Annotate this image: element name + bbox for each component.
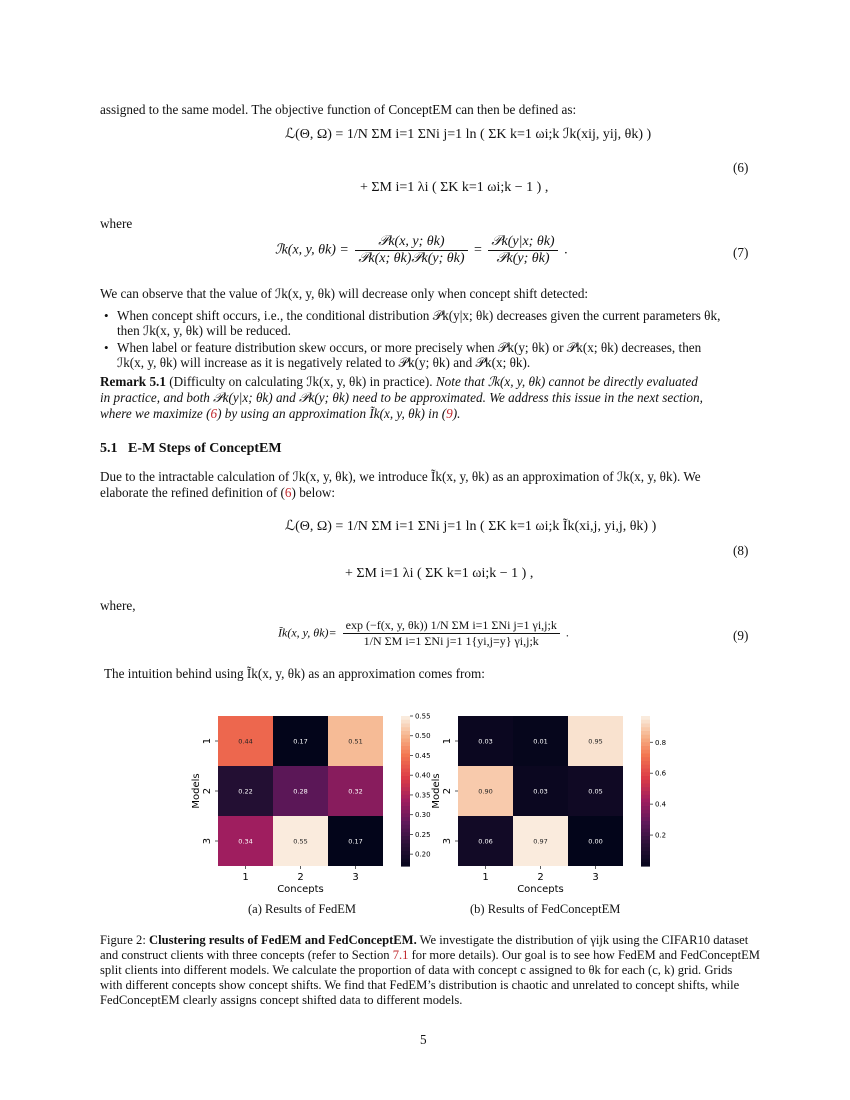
colorbar-segment: [641, 761, 650, 765]
colorbar-segment: [641, 769, 650, 773]
eq7-frac2-denominator: 𝒫k(y; θk): [496, 251, 550, 266]
heatmap-cell-label: 0.01: [533, 737, 548, 746]
remark-title: (Difficulty on calculating ℐk(x, y, θk) in practice).: [169, 374, 433, 389]
x-tick-label: 3: [592, 872, 599, 883]
colorbar-tick-label: 0.40: [415, 771, 431, 780]
colorbar-segment: [401, 746, 410, 750]
colorbar-segment: [641, 787, 650, 791]
colorbar-segment: [401, 859, 410, 863]
colorbar-segment: [401, 757, 410, 761]
heatmap-cell-label: 0.55: [293, 837, 308, 846]
heatmap-cell-label: 0.28: [293, 787, 308, 796]
eq9-reference-link[interactable]: 9: [446, 406, 453, 421]
heatmap-fedconceptem-svg: [428, 710, 668, 900]
bullet-dot-1: •: [104, 308, 109, 323]
eq9-tail: .: [565, 625, 569, 640]
bullet-dot-2: •: [104, 340, 109, 355]
intro-line: assigned to the same model. The objective function of ConceptEM can then be defined as:: [100, 102, 577, 117]
eq7-frac2-numerator: 𝒫k(y|x; θk): [488, 234, 557, 251]
colorbar-segment: [641, 716, 650, 720]
colorbar-segment: [641, 776, 650, 780]
figure-label: Figure 2:: [100, 933, 146, 947]
eq9-lhs: Ĩk(x, y, θk)=: [278, 625, 337, 640]
colorbar-segment: [401, 739, 410, 743]
colorbar-segment: [401, 731, 410, 735]
equation-6: [285, 126, 651, 143]
x-axis-label: Concepts: [277, 884, 324, 895]
remark-line3-a: where we maximize (: [100, 406, 211, 421]
colorbar-segment: [401, 727, 410, 731]
colorbar-segment: [641, 795, 650, 799]
y-tick-label: 3: [442, 837, 453, 845]
x-tick-label: 1: [482, 872, 489, 883]
colorbar-segment: [641, 784, 650, 788]
colorbar-segment: [401, 840, 410, 844]
colorbar-segment: [641, 817, 650, 821]
eq6-reference-link-2[interactable]: 6: [284, 485, 292, 500]
colorbar-segment: [641, 859, 650, 863]
x-axis-label: Concepts: [517, 884, 564, 895]
figure-title: Clustering results of FedEM and FedConceptEM.: [148, 933, 417, 947]
eq6-line2: + ΣM i=1 λi ( ΣK k=1 ωi;k − 1 ) ,: [360, 180, 549, 195]
heatmap-fedconceptem: [428, 710, 668, 900]
heatmap-cell-label: 0.44: [238, 737, 253, 746]
heatmap-cell-label: 0.17: [293, 737, 308, 746]
remark-line3: [100, 406, 460, 422]
colorbar-segment: [641, 739, 650, 743]
colorbar-segment: [401, 821, 410, 825]
eq8-lhs: ℒ(Θ, Ω) =: [285, 519, 344, 534]
colorbar-segment: [401, 724, 410, 728]
heatmap-cell-label: 0.51: [348, 737, 363, 746]
colorbar-segment: [401, 780, 410, 784]
eq7-number: (7): [733, 245, 749, 260]
section-number: 5.1: [100, 441, 118, 456]
colorbar-segment: [401, 825, 410, 829]
colorbar-segment: [641, 851, 650, 855]
colorbar-segment: [401, 791, 410, 795]
colorbar-segment: [641, 802, 650, 806]
colorbar-segment: [401, 761, 410, 765]
colorbar-segment: [401, 810, 410, 814]
colorbar-segment: [641, 750, 650, 754]
eq6-lhs: ℒ(Θ, Ω) =: [285, 127, 344, 142]
colorbar-segment: [641, 844, 650, 848]
colorbar-tick-label: 0.2: [655, 831, 667, 840]
heatmap-cell-label: 0.05: [588, 787, 603, 796]
colorbar-segment: [401, 720, 410, 724]
section-title: E-M Steps of ConceptEM: [128, 441, 282, 456]
bullet-1-line1: When concept shift occurs, i.e., the conditional distribution 𝒫k(y|x; θk) decreases given the current parameters θk,: [117, 308, 721, 323]
page-number: 5: [420, 1032, 427, 1047]
colorbar-segment: [641, 814, 650, 818]
eq9-fraction: [343, 618, 560, 649]
eq7-fraction-2: [488, 234, 557, 267]
colorbar-segment: [401, 847, 410, 851]
heatmap-cell-label: 0.03: [478, 737, 493, 746]
colorbar-segment: [641, 731, 650, 735]
colorbar-segment: [401, 814, 410, 818]
where-label-2: where,: [100, 598, 136, 613]
eq6-reference-link[interactable]: 6: [210, 406, 218, 421]
y-tick-label: 1: [442, 737, 453, 745]
eq6-line1: 1/N ΣM i=1 ΣNi j=1 ln ( ΣK k=1 ωi;k ℐk(xij, yij, θk) ): [346, 127, 652, 142]
colorbar-segment: [641, 862, 650, 866]
colorbar-segment: [401, 832, 410, 836]
section-para-line1: Due to the intractable calculation of ℐk(x, y, θk), we introduce Ĩk(x, y, θk) as an approximation of ℐk(x, y, θk). We: [100, 469, 701, 484]
section-para-line2-b: ) below:: [291, 485, 336, 500]
colorbar-segment: [401, 862, 410, 866]
colorbar-segment: [401, 802, 410, 806]
equation-8: [285, 518, 656, 535]
remark-line3-b: ) by using an approximation Ĩk(x, y, θk) in (: [217, 406, 447, 421]
colorbar-segment: [401, 851, 410, 855]
y-axis-label: Models: [191, 773, 202, 809]
colorbar-segment: [641, 735, 650, 739]
heatmap-cell-label: 0.32: [348, 787, 363, 796]
colorbar-segment: [401, 742, 410, 746]
eq7-frac1-numerator: 𝒫k(x, y; θk): [355, 234, 467, 251]
remark-line1-rest: Note that ℐk(x, y, θk) cannot be directly evaluated: [435, 374, 698, 389]
colorbar-segment: [401, 769, 410, 773]
y-axis-label: Models: [431, 773, 442, 809]
colorbar-segment: [401, 735, 410, 739]
colorbar-tick-label: 0.6: [655, 769, 667, 778]
colorbar-segment: [641, 754, 650, 758]
colorbar-segment: [641, 757, 650, 761]
intuition-line: The intuition behind using Ĩk(x, y, θk) as an approximation comes from:: [104, 666, 485, 681]
colorbar-segment: [401, 806, 410, 810]
colorbar-segment: [641, 724, 650, 728]
y-tick-label: 1: [202, 737, 213, 745]
figure-caption-line4: with different concepts show concept shifts. We find that FedEM’s distribution is chaotic and unrelated to concept shifts, while: [100, 978, 740, 992]
colorbar-segment: [641, 855, 650, 859]
x-tick-label: 1: [242, 872, 249, 883]
heatmap-cell-label: 0.95: [588, 737, 603, 746]
section-para-line2-a: elaborate the refined definition of (: [100, 485, 285, 500]
x-tick-label: 2: [537, 872, 544, 883]
eq7-frac1-denominator: 𝒫k(x; θk)𝒫k(y; θk): [358, 251, 465, 266]
eq7-lhs: ℐk(x, y, θk) =: [275, 242, 349, 258]
eq9-denominator: 1/N ΣM i=1 ΣNi j=1 1{yi,j=y} γi,j;k: [363, 634, 539, 648]
figure-caption-line2-b: for more details). Our goal is to see how FedEM and FedConceptEM: [408, 948, 760, 962]
subcaption-a: (a) Results of FedEM: [248, 902, 356, 916]
eq8-line2: + ΣM i=1 λi ( ΣK k=1 ωi;k − 1 ) ,: [345, 566, 534, 581]
colorbar-segment: [401, 716, 410, 720]
colorbar-segment: [641, 810, 650, 814]
x-tick-label: 3: [352, 872, 359, 883]
colorbar-segment: [401, 829, 410, 833]
figure-caption-line2-a: and construct clients with three concepts (refer to Section: [100, 948, 393, 962]
heatmap-cell-label: 0.03: [533, 787, 548, 796]
y-tick-label: 2: [442, 787, 453, 795]
colorbar-segment: [401, 844, 410, 848]
colorbar-segment: [401, 787, 410, 791]
figure-caption-line3: split clients into different models. We calculate the proportion of data with concept c assigned to θk for each (c, k) grid. Grids: [100, 963, 733, 977]
colorbar-segment: [641, 821, 650, 825]
colorbar-segment: [641, 765, 650, 769]
colorbar-tick-label: 0.30: [415, 811, 431, 820]
heatmap-cell-label: 0.22: [238, 787, 253, 796]
figure-caption-line1-rest: We investigate the distribution of γijk using the CIFAR10 dataset: [419, 933, 749, 947]
where-label-1: where: [100, 216, 133, 231]
bullet-1-line2: then ℐk(x, y, θk) will be reduced.: [117, 323, 291, 338]
x-tick-label: 2: [297, 872, 304, 883]
heatmap-cell-label: 0.90: [478, 787, 493, 796]
section-para-line2: [100, 485, 335, 501]
remark-label: Remark 5.1: [100, 374, 166, 389]
eq9-number: (9): [733, 628, 749, 643]
colorbar-tick-label: 0.25: [415, 830, 431, 839]
colorbar-segment: [641, 806, 650, 810]
colorbar-segment: [401, 772, 410, 776]
colorbar-segment: [641, 799, 650, 803]
colorbar-tick-label: 0.20: [415, 850, 431, 859]
eq9-numerator: exp (−f(x, y, θk)) 1/N ΣM i=1 ΣNi j=1 γi,j;k: [343, 618, 560, 634]
eq8-line1: 1/N ΣM i=1 ΣNi j=1 ln ( ΣK k=1 ωi;k Ĩk(xi,j, yi,j, θk) ): [346, 519, 657, 534]
colorbar-tick-label: 0.4: [655, 800, 667, 809]
equation-8-line2: [345, 566, 533, 582]
observe-line: We can observe that the value of ℐk(x, y, θk) will decrease only when concept shift detected:: [100, 286, 589, 301]
subcaption-b: (b) Results of FedConceptEM: [470, 902, 621, 916]
colorbar-segment: [641, 829, 650, 833]
colorbar-segment: [401, 754, 410, 758]
eq7-fraction-1: [355, 234, 467, 267]
y-tick-label: 2: [202, 787, 213, 795]
equation-9: [278, 618, 569, 649]
colorbar-segment: [401, 799, 410, 803]
colorbar-segment: [641, 720, 650, 724]
colorbar-segment: [641, 780, 650, 784]
colorbar-segment: [641, 772, 650, 776]
equation-7: ℐk(x, y, θk) = $\frac{\text{𝒫k(x, y; θk)}}{\text{𝒫k(x; θk)𝒫k(y; θk)}}$ = $\frac{\text{𝒫k(y|x; θk)}}{\text{𝒫k(y; θk)}}$ .: [275, 234, 568, 266]
colorbar-segment: [641, 836, 650, 840]
remark-line1: [100, 374, 698, 390]
heatmap-fedem: [188, 710, 431, 900]
bullet-2-line2: ℐk(x, y, θk) will increase as it is negatively related to 𝒫k(y; θk) and 𝒫k(x; θk).: [117, 355, 531, 370]
colorbar-segment: [401, 776, 410, 780]
colorbar-tick-label: 0.45: [415, 751, 431, 760]
remark-line3-c: ).: [452, 406, 461, 421]
colorbar-tick-label: 0.8: [655, 738, 667, 747]
figure-caption-line2: [100, 947, 760, 963]
y-tick-label: 3: [202, 837, 213, 845]
section-7-1-reference-link[interactable]: 7.1: [392, 948, 409, 962]
colorbar-segment: [641, 746, 650, 750]
heatmap-cell-label: 0.00: [588, 837, 603, 846]
colorbar-segment: [401, 750, 410, 754]
colorbar-segment: [401, 817, 410, 821]
colorbar-segment: [641, 847, 650, 851]
figure-caption-line5: FedConceptEM clearly assigns concept shifted data to different models.: [100, 993, 463, 1007]
remark-line2: in practice, and both 𝒫k(y|x; θk) and 𝒫k(y; θk) need to be approximated. We address this issue in the next section,: [100, 390, 703, 405]
colorbar-segment: [401, 765, 410, 769]
colorbar-segment: [641, 727, 650, 731]
heatmap-cell-label: 0.06: [478, 837, 493, 846]
equation-6-line2: [360, 180, 548, 196]
colorbar-segment: [641, 825, 650, 829]
colorbar-tick-label: 0.50: [415, 732, 431, 741]
colorbar-segment: [401, 795, 410, 799]
colorbar-segment: [401, 784, 410, 788]
colorbar-segment: [641, 742, 650, 746]
section-heading: [100, 441, 282, 457]
figure-caption-line1: [100, 932, 748, 948]
heatmap-cell-label: 0.17: [348, 837, 363, 846]
heatmap-fedem-svg: [188, 710, 431, 900]
colorbar-segment: [641, 791, 650, 795]
colorbar-segment: [401, 855, 410, 859]
colorbar-segment: [641, 832, 650, 836]
colorbar-tick-label: 0.55: [415, 712, 431, 721]
colorbar-segment: [401, 836, 410, 840]
eq6-number: (6): [733, 160, 749, 175]
bullet-2-line1: When label or feature distribution skew occurs, or more precisely when 𝒫k(y; θk) or 𝒫k(x; θk) decreases, then: [117, 340, 702, 355]
colorbar-segment: [641, 840, 650, 844]
colorbar-tick-label: 0.35: [415, 791, 431, 800]
heatmap-cell-label: 0.97: [533, 837, 548, 846]
heatmap-cell-label: 0.34: [238, 837, 253, 846]
eq8-number: (8): [733, 543, 749, 558]
